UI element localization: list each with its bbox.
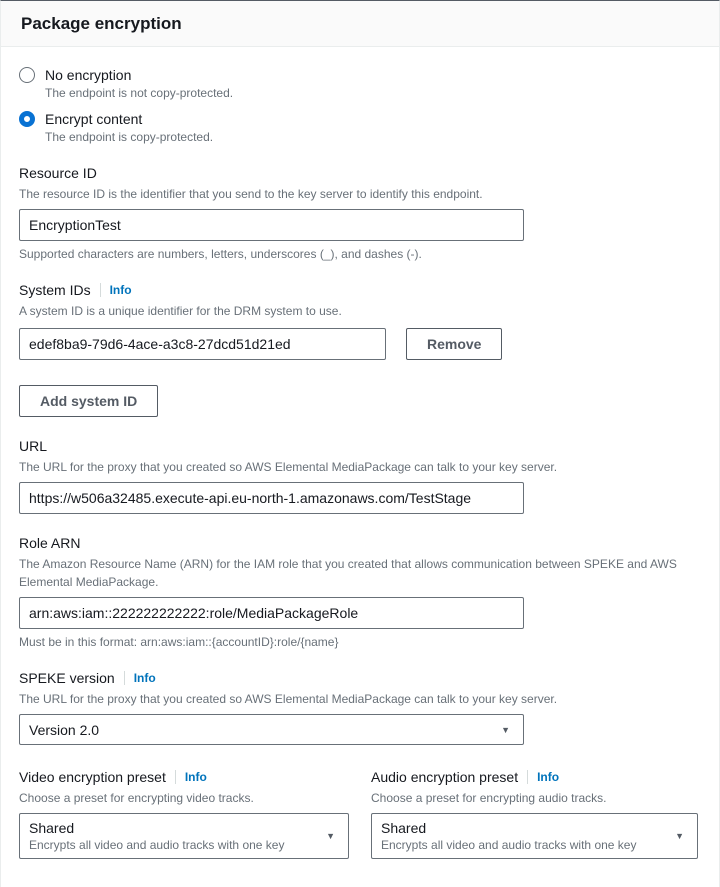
video-preset-selected-value: Shared	[29, 820, 75, 836]
radio-option-no-encryption[interactable]	[19, 67, 701, 100]
field-resource-id	[19, 165, 701, 261]
field-video-encryption-preset	[19, 769, 349, 859]
system-ids-info-link[interactable]: Info	[109, 283, 132, 297]
audio-preset-select[interactable]	[371, 813, 698, 859]
field-system-ids	[19, 282, 701, 417]
add-system-id-button[interactable]: Add system ID	[19, 385, 158, 417]
dropdown-arrow-icon: ▼	[326, 831, 335, 841]
video-preset-label: Video encryption preset	[19, 769, 166, 785]
role-arn-input[interactable]	[19, 597, 524, 629]
label-divider	[175, 770, 176, 784]
field-role-arn	[19, 535, 701, 649]
panel-header	[1, 1, 719, 47]
radio-description: The endpoint is not copy-protected.	[45, 86, 234, 100]
video-preset-description: Choose a preset for encrypting video tracks.	[19, 791, 254, 805]
encryption-radio-group	[19, 67, 701, 144]
system-ids-description: A system ID is a unique identifier for the DRM system to use.	[19, 304, 342, 318]
video-preset-selected-description: Encrypts all video and audio tracks with one key	[29, 838, 285, 852]
audio-preset-selected-value: Shared	[381, 820, 427, 836]
video-preset-info-link[interactable]: Info	[184, 770, 207, 784]
speke-version-label: SPEKE version	[19, 670, 115, 686]
speke-version-description: The URL for the proxy that you created so AWS Elemental MediaPackage can talk to your key server.	[19, 692, 558, 706]
role-arn-hint: Must be in this format: arn:aws:iam::{accountID}:role/{name}	[19, 635, 339, 649]
speke-version-info-link[interactable]: Info	[133, 671, 156, 685]
dropdown-arrow-icon: ▼	[675, 831, 684, 841]
audio-preset-selected-description: Encrypts all video and audio tracks with one key	[381, 838, 637, 852]
dropdown-arrow-icon: ▼	[501, 724, 510, 735]
panel-title: Package encryption	[21, 13, 182, 33]
role-arn-description: The Amazon Resource Name (ARN) for the IAM role that you created that allows communication between SPEKE and AWS Elemental MediaPackage.	[19, 557, 677, 589]
field-speke-version	[19, 670, 701, 745]
panel-content	[1, 47, 719, 887]
radio-button-icon[interactable]	[19, 111, 35, 127]
audio-preset-description: Choose a preset for encrypting audio tracks.	[371, 791, 607, 805]
preset-row	[19, 769, 701, 859]
role-arn-label: Role ARN	[19, 535, 81, 551]
field-audio-encryption-preset	[371, 769, 698, 859]
field-url	[19, 438, 701, 514]
resource-id-description: The resource ID is the identifier that you send to the key server to identify this endpoint.	[19, 187, 483, 201]
speke-version-select[interactable]	[19, 714, 524, 745]
url-label: URL	[19, 438, 48, 454]
audio-preset-label: Audio encryption preset	[371, 769, 519, 785]
radio-label: No encryption	[45, 67, 132, 83]
system-id-row	[19, 328, 701, 360]
radio-button-icon[interactable]	[19, 67, 35, 83]
speke-version-selected-value: Version 2.0	[29, 721, 100, 738]
video-preset-select[interactable]	[19, 813, 349, 859]
resource-id-label: Resource ID	[19, 165, 97, 181]
url-input[interactable]	[19, 482, 524, 514]
audio-preset-info-link[interactable]: Info	[537, 770, 560, 784]
url-description: The URL for the proxy that you created so AWS Elemental MediaPackage can talk to your key server.	[19, 460, 558, 474]
label-divider	[124, 671, 125, 685]
resource-id-input[interactable]	[19, 209, 524, 241]
label-divider	[100, 283, 101, 297]
radio-option-encrypt-content[interactable]	[19, 111, 701, 144]
radio-description: The endpoint is copy-protected.	[45, 130, 214, 144]
radio-label: Encrypt content	[45, 111, 143, 127]
label-divider	[527, 770, 528, 784]
system-ids-label: System IDs	[19, 282, 91, 298]
resource-id-hint: Supported characters are numbers, letters, underscores (_), and dashes (-).	[19, 247, 422, 261]
remove-system-id-button[interactable]: Remove	[406, 328, 502, 360]
system-id-input[interactable]	[19, 328, 386, 360]
